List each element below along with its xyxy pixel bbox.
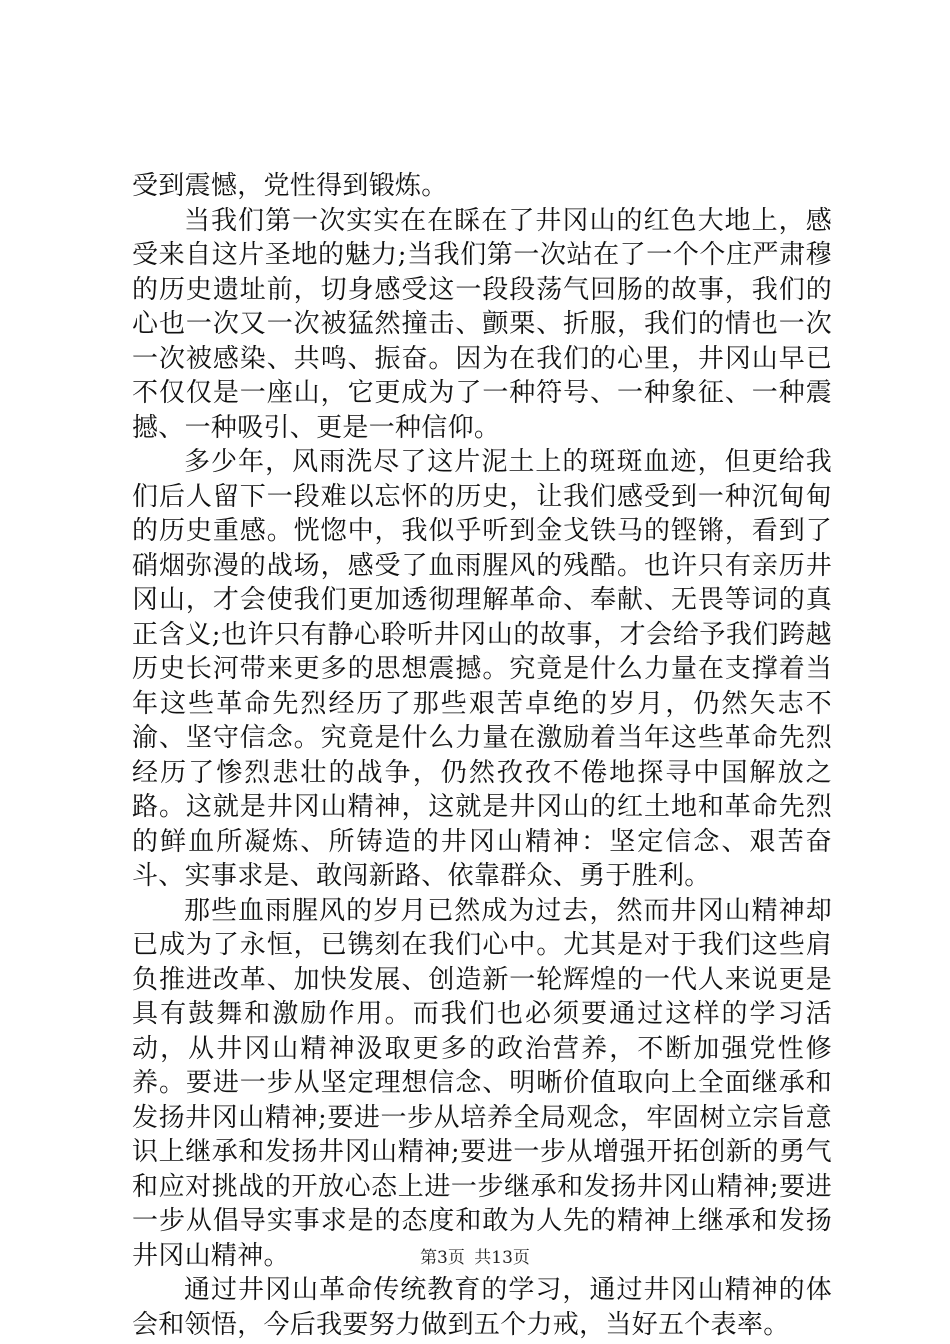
paragraph-4: 那些血雨腥风的岁月已然成为过去，然而井冈山精神却已成为了永恒，已镌刻在我们心中。尤其是对于我们这些肩负推进改革、加快发展、创造新一轮辉煌的一代人来说更是具有鼓舞和激励作用。而我们也必须要通过这样的学习活动，从井冈山精神汲取更多的政治营养，不断加强党性修养。要进一步从坚定理想信念、明晰价值取向上全面继承和发扬井冈山精神;要进一步从培养全局观念，牢固树立宗旨意识上继承和发扬井冈山精神;要进一步从增强开拓创新的勇气和应对挑战的开放心态上进一步继承和发扬井冈山精神;要进一步从倡导实事求是的态度和敢为人先的精神上继承和发扬井冈山精神。 [132,895,832,1271]
page-number: 第3页 [420,1248,465,1268]
paragraph-1: 受到震憾，党性得到锻炼。 [132,171,448,201]
page-total: 共13页 [474,1248,530,1268]
paragraph-2: 当我们第一次实实在在睬在了井冈山的红色大地上，感受来自这片圣地的魅力;当我们第一次站在了一个个庄严肃穆的历史遗址前，切身感受这一段段荡气回肠的故事，我们的心也一次又一次被猛然撞击、颤栗、折服，我们的情也一次一次被感染、共鸣、振奋。因为在我们的心里，井冈山早已不仅仅是一座山，它更成为了一种符号、一种象征、一种震撼、一种吸引、更是一种信仰。 [132,205,832,443]
paragraph-3: 多少年，风雨洗尽了这片泥土上的斑斑血迹，但更给我们后人留下一段难以忘怀的历史，让我们感受到一种沉甸甸的历史重感。恍惚中，我似乎听到金戈铁马的铿锵，看到了硝烟弥漫的战场，感受了血雨腥风的残酷。也许只有亲历井冈山，才会使我们更加透彻理解革命、奉献、无畏等词的真正含义;也许只有静心聆听井冈山的故事，才会给予我们跨越历史长河带来更多的思想震撼。究竟是什么力量在支撑着当年这些革命先烈经历了那些艰苦卓绝的岁月，仍然矢志不渝、坚守信念。究竟是什么力量在激励着当年这些革命先烈经历了惨烈悲壮的战争，仍然孜孜不倦地探寻中国解放之路。这就是井冈山精神，这就是井冈山的红土地和革命先烈的鲜血所凝炼、所铸造的井冈山精神：坚定信念、艰苦奋斗、实事求是、敢闯新路、依靠群众、勇于胜利。 [132,447,832,891]
paragraph-5: 通过井冈山革命传统教育的学习，通过井冈山精神的体会和领悟，今后我要努力做到五个力戒，当好五个表率。 [132,1275,832,1340]
document-body [132,169,832,1342]
page-footer [0,1243,950,1268]
